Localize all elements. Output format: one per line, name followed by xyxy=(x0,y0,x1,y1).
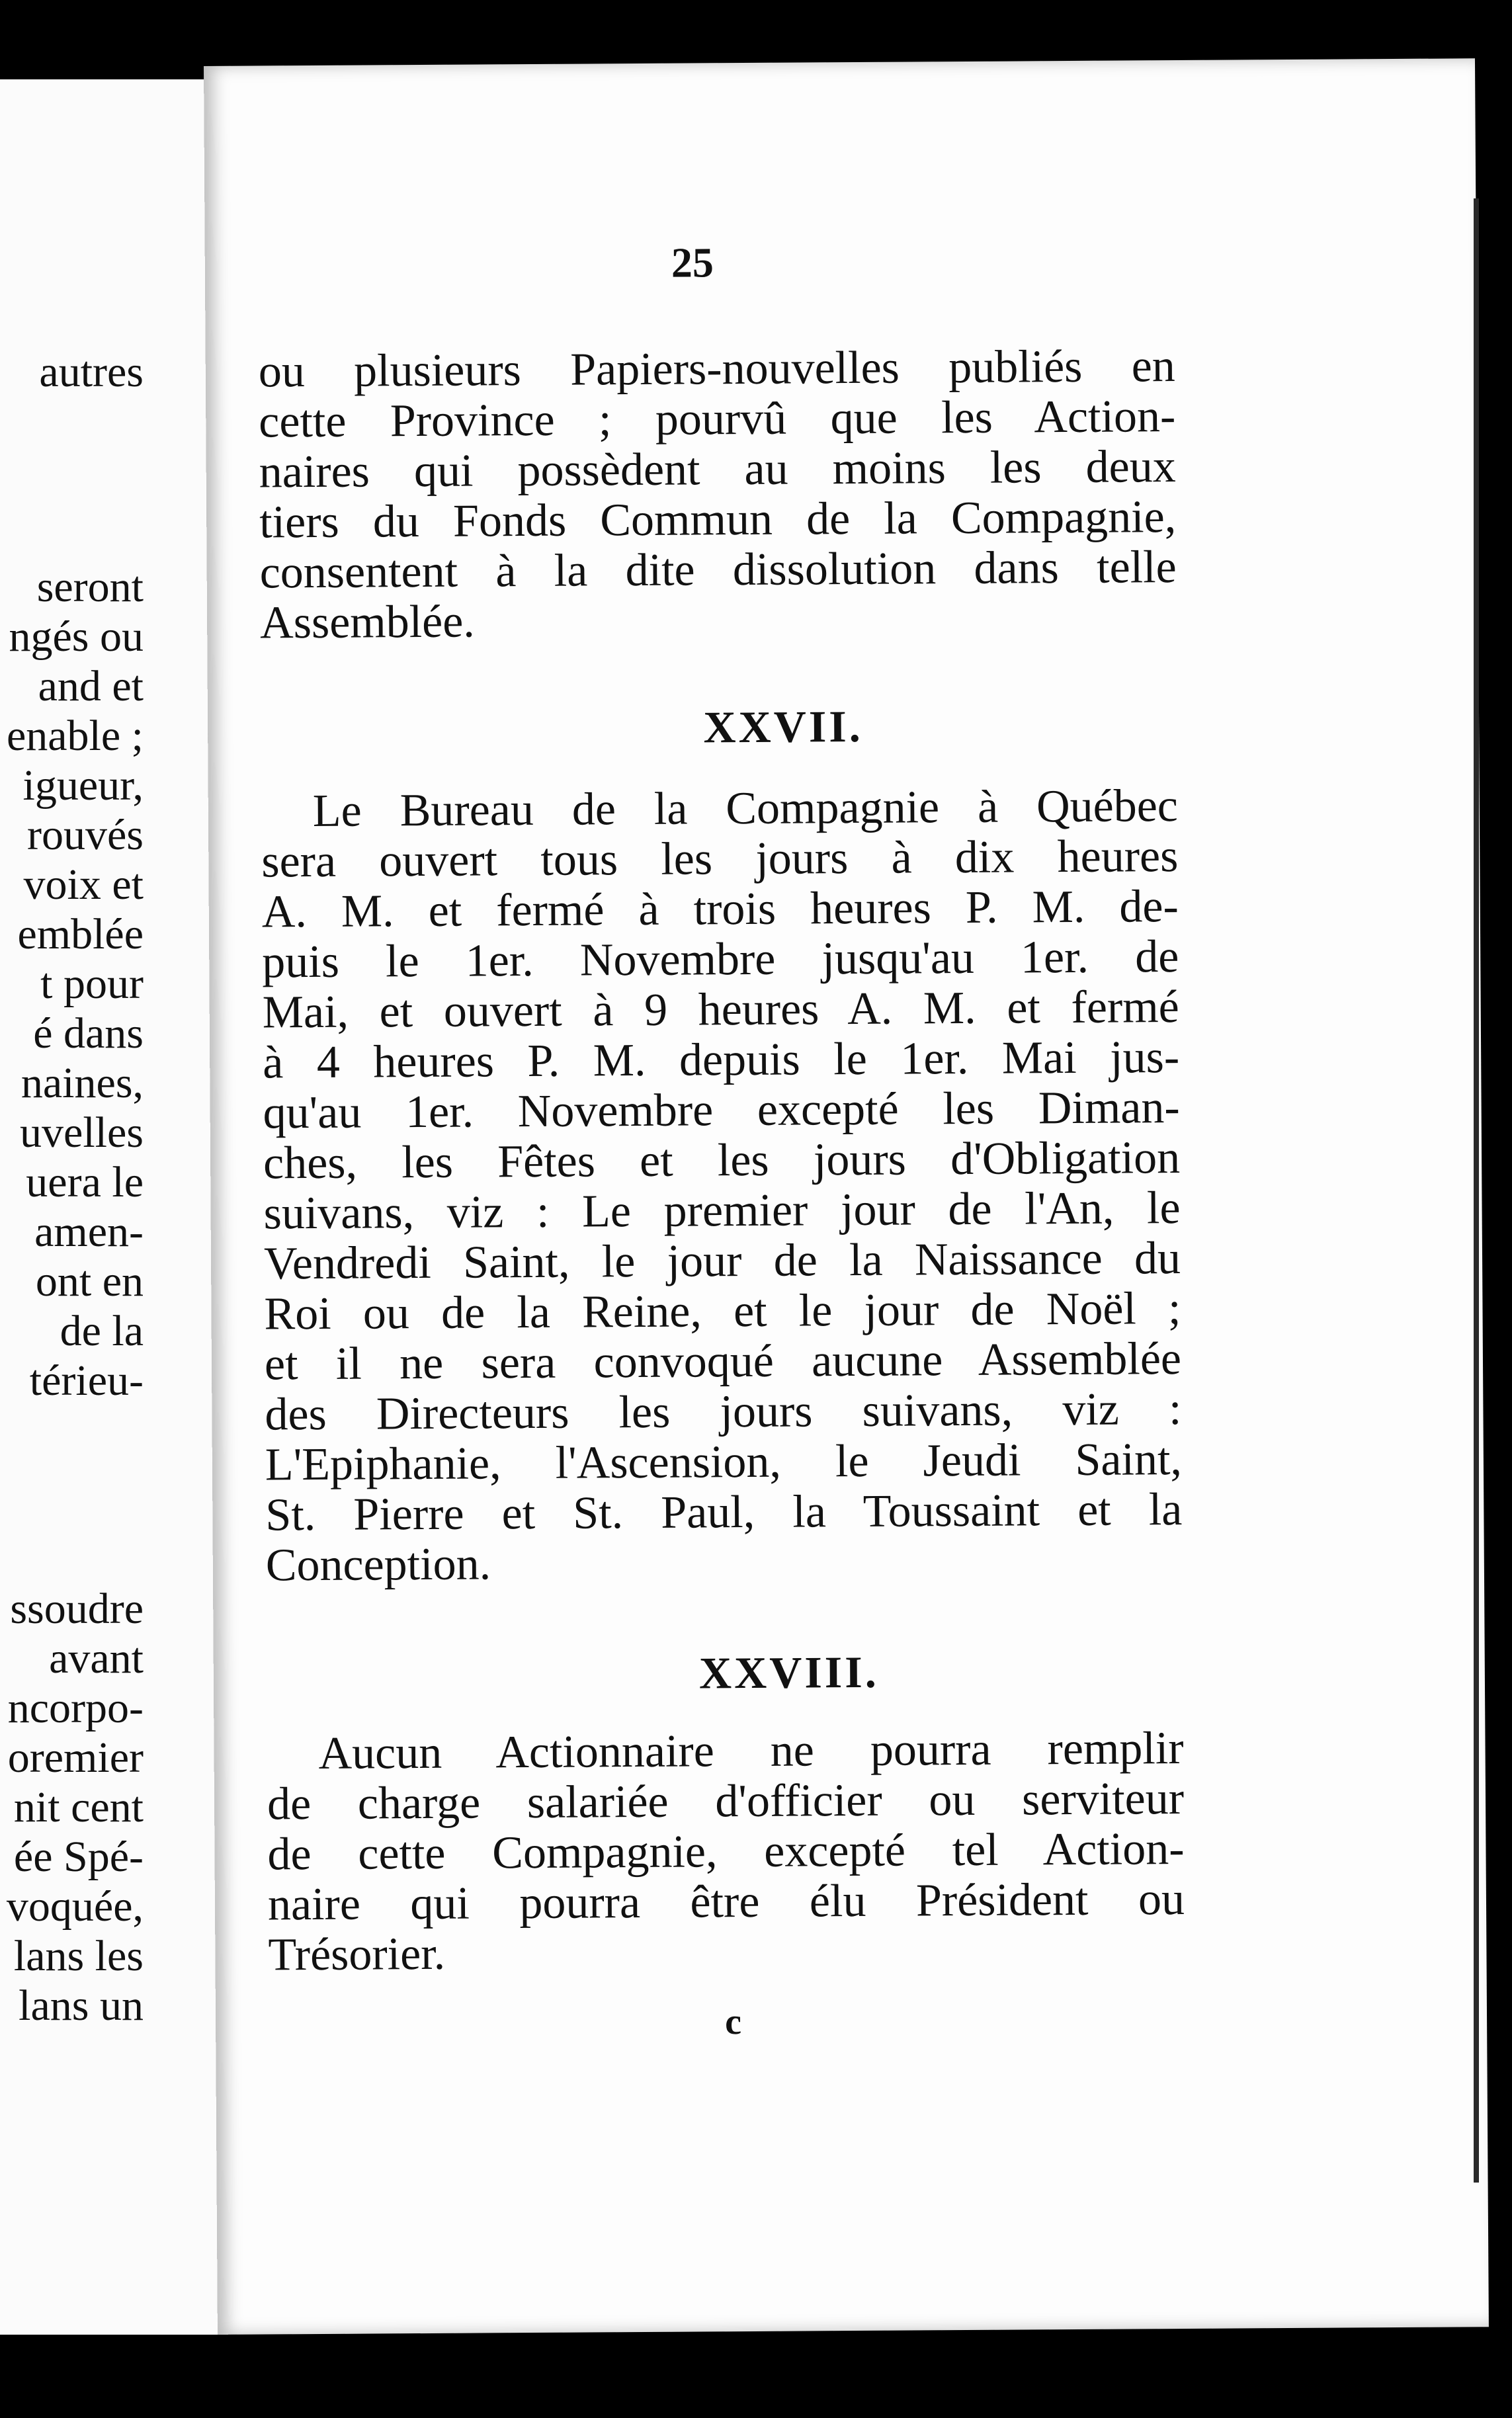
facing-page-line: t pour xyxy=(40,960,144,1008)
facing-page-line: uvelles xyxy=(20,1108,144,1157)
text-line: L'Epiphanie, l'Ascension, le Jeudi Saint, xyxy=(265,1434,1183,1491)
text-line: Assemblée. xyxy=(259,596,476,649)
page-edge-shadow xyxy=(1474,198,1479,2183)
facing-page-line: autres xyxy=(39,348,144,396)
signature-mark: c xyxy=(724,2001,742,2043)
facing-page-line: voquée, xyxy=(6,1882,144,1931)
facing-page-line: ncorpo- xyxy=(7,1684,144,1732)
text-line: des Directeurs les jours suivans, viz : xyxy=(265,1384,1182,1440)
text-line: A. M. et fermé à trois heures P. M. de- xyxy=(261,881,1179,938)
facing-page-line: igueur, xyxy=(22,761,144,810)
facing-page-line: and et xyxy=(38,662,144,710)
facing-page-line: voix et xyxy=(23,860,144,909)
facing-page-fragment xyxy=(0,79,231,2335)
facing-page-line: avant xyxy=(49,1634,144,1683)
facing-page-line: emblée xyxy=(17,910,144,958)
text-line: St. Pierre et St. Paul, la Toussaint et la xyxy=(265,1484,1183,1541)
text-line: suivans, viz : Le premier jour de l'An, le xyxy=(263,1183,1181,1239)
facing-page-line: é dans xyxy=(33,1009,144,1058)
text-line: Aucun Actionnaire ne pourra remplir xyxy=(318,1722,1184,1779)
text-line: ou plusieurs Papiers-nouvelles publiés en xyxy=(258,341,1176,397)
text-line: Roi ou de la Reine, et le jour de Noël ; xyxy=(264,1283,1181,1340)
facing-page-line: ont en xyxy=(35,1257,144,1306)
text-line: à 4 heures P. M. depuis le 1er. Mai jus- xyxy=(262,1032,1180,1089)
section-heading-xxviii: XXVIII. xyxy=(698,1646,879,1698)
text-line: de charge salariée d'officier ou serviteur xyxy=(267,1772,1185,1830)
facing-page-line: ssoudre xyxy=(10,1585,144,1633)
article-xxviii-paragraph xyxy=(267,1724,1185,1980)
facing-page-line: amen- xyxy=(34,1208,144,1256)
facing-page-line: oremier xyxy=(7,1733,144,1782)
text-line: et il ne sera convoqué aucune Assemblée xyxy=(264,1333,1182,1390)
facing-page-line: seront xyxy=(36,563,144,611)
facing-page-line: térieu- xyxy=(29,1356,144,1405)
facing-page-line: ngés ou xyxy=(9,612,144,661)
facing-page-line: enable ; xyxy=(6,712,144,760)
facing-page-line: lans un xyxy=(19,1981,144,2030)
text-line: de cette Compagnie, excepté tel Action- xyxy=(267,1823,1185,1880)
facing-page-line: ée Spé- xyxy=(13,1833,144,1881)
facing-page-line: lans les xyxy=(13,1932,144,1980)
page-number: 25 xyxy=(671,239,714,286)
text-line: ches, les Fêtes et les jours d'Obligation xyxy=(263,1132,1181,1189)
text-line: tiers du Fonds Commun de la Compagnie, xyxy=(259,491,1177,548)
facing-page-line: de la xyxy=(60,1307,144,1355)
text-line: cette Province ; pourvû que les Action- xyxy=(259,391,1176,448)
main-page xyxy=(204,58,1489,2335)
text-line: naires qui possèdent au moins les deux xyxy=(259,441,1176,498)
text-line: consentent à la dite dissolution dans telle xyxy=(259,542,1177,599)
text-line: Le Bureau de la Compagnie à Québec xyxy=(312,780,1179,837)
text-line: naire qui pourra être élu Président ou xyxy=(267,1873,1185,1931)
text-line: qu'au 1er. Novembre excepté les Diman- xyxy=(263,1082,1180,1139)
text-line: Mai, et ouvert à 9 heures A. M. et fermé xyxy=(262,981,1179,1038)
facing-page-line: naines, xyxy=(21,1059,144,1107)
text-line: Trésorier. xyxy=(268,1928,446,1981)
text-line: Vendredi Saint, le jour de la Naissance du xyxy=(263,1233,1181,1290)
facing-page-line: uera le xyxy=(26,1158,144,1206)
section-heading-xxvii: XXVII. xyxy=(703,700,863,753)
facing-page-line: nit cent xyxy=(13,1783,144,1831)
text-line: Conception. xyxy=(265,1538,491,1591)
facing-page-line: rouvés xyxy=(27,811,144,859)
article-xxvii-paragraph xyxy=(261,781,1183,1591)
text-line: sera ouvert tous les jours à dix heures xyxy=(261,831,1179,888)
text-line: puis le 1er. Novembre jusqu'au 1er. de xyxy=(262,931,1179,988)
intro-paragraph xyxy=(259,341,1177,648)
